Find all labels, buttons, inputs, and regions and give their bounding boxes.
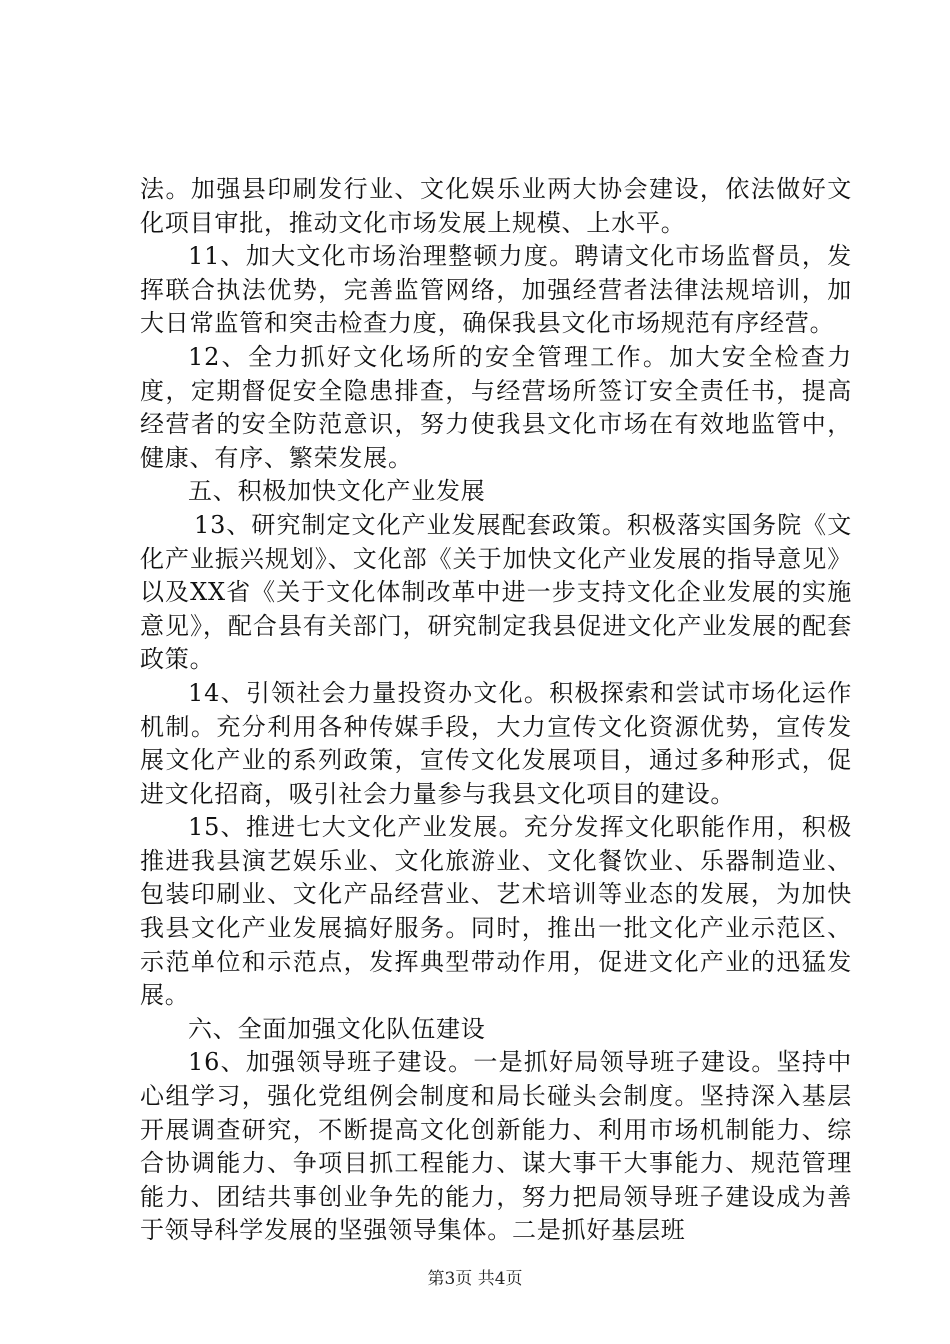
paragraph-item-13: 13、研究制定文化产业发展配套政策。积极落实国务院《文化产业振兴规划》、文化部《关于加快文化产业发展的指导意见》以及XX省《关于文化体制改革中进一步支持文化企业发展的实施意见》，配合县有关部门，研究制定我县促进文化产业发展的配套政策。 — [140, 510, 852, 674]
paragraph-item-14: 14、引领社会力量投资办文化。积极探索和尝试市场化运作机制。充分利用各种传媒手段，大力宣传文化资源优势，宣传发展文化产业的系列政策，宣传文化发展项目，通过多种形式，促进文化招商，吸引社会力量参与我县文化项目的建设。 — [140, 678, 852, 808]
paragraph-item-12: 12、全力抓好文化场所的安全管理工作。加大安全检查力度，定期督促安全隐患排查，与经营场所签订安全责任书，提高经营者的安全防范意识，努力使我县文化市场在有效地监管中，健康、有序、繁荣发展。 — [140, 342, 852, 472]
page-number-label: 第3页 共4页 — [427, 1269, 523, 1289]
paragraph-continuation: 法。加强县印刷发行业、文化娱乐业两大协会建设，依法做好文化项目审批，推动文化市场发展上规模、上水平。 — [140, 175, 852, 237]
section-heading-5: 五、积极加快文化产业发展 — [188, 477, 486, 506]
paragraph-item-15: 15、推进七大文化产业发展。充分发挥文化职能作用，积极推进我县演艺娱乐业、文化旅游业、文化餐饮业、乐器制造业、包装印刷业、文化产品经营业、艺术培训等业态的发展，为加快我县文化产业发展搞好服务。同时，推出一批文化产业示范区、示范单位和示范点，发挥典型带动作用，促进文化产业的迅猛发展。 — [140, 813, 852, 1010]
page-footer — [0, 1268, 950, 1290]
paragraph-item-16: 16、加强领导班子建设。一是抓好局领导班子建设。坚持中心组学习，强化党组例会制度和局长碰头会制度。坚持深入基层开展调查研究，不断提高文化创新能力、利用市场机制能力、综合协调能力、争项目抓工程能力、谋大事干大事能力、规范管理能力、团结共事创业争先的能力，努力把局领导班子建设成为善于领导科学发展的坚强领导集体。二是抓好基层班 — [140, 1048, 852, 1245]
section-heading-6: 六、全面加强文化队伍建设 — [188, 1014, 486, 1043]
document-body — [140, 173, 852, 1248]
paragraph-item-11: 11、加大文化市场治理整顿力度。聘请文化市场监督员，发挥联合执法优势，完善监管网络，加强经营者法律法规培训，加大日常监管和突击检查力度，确保我县文化市场规范有序经营。 — [140, 242, 852, 338]
